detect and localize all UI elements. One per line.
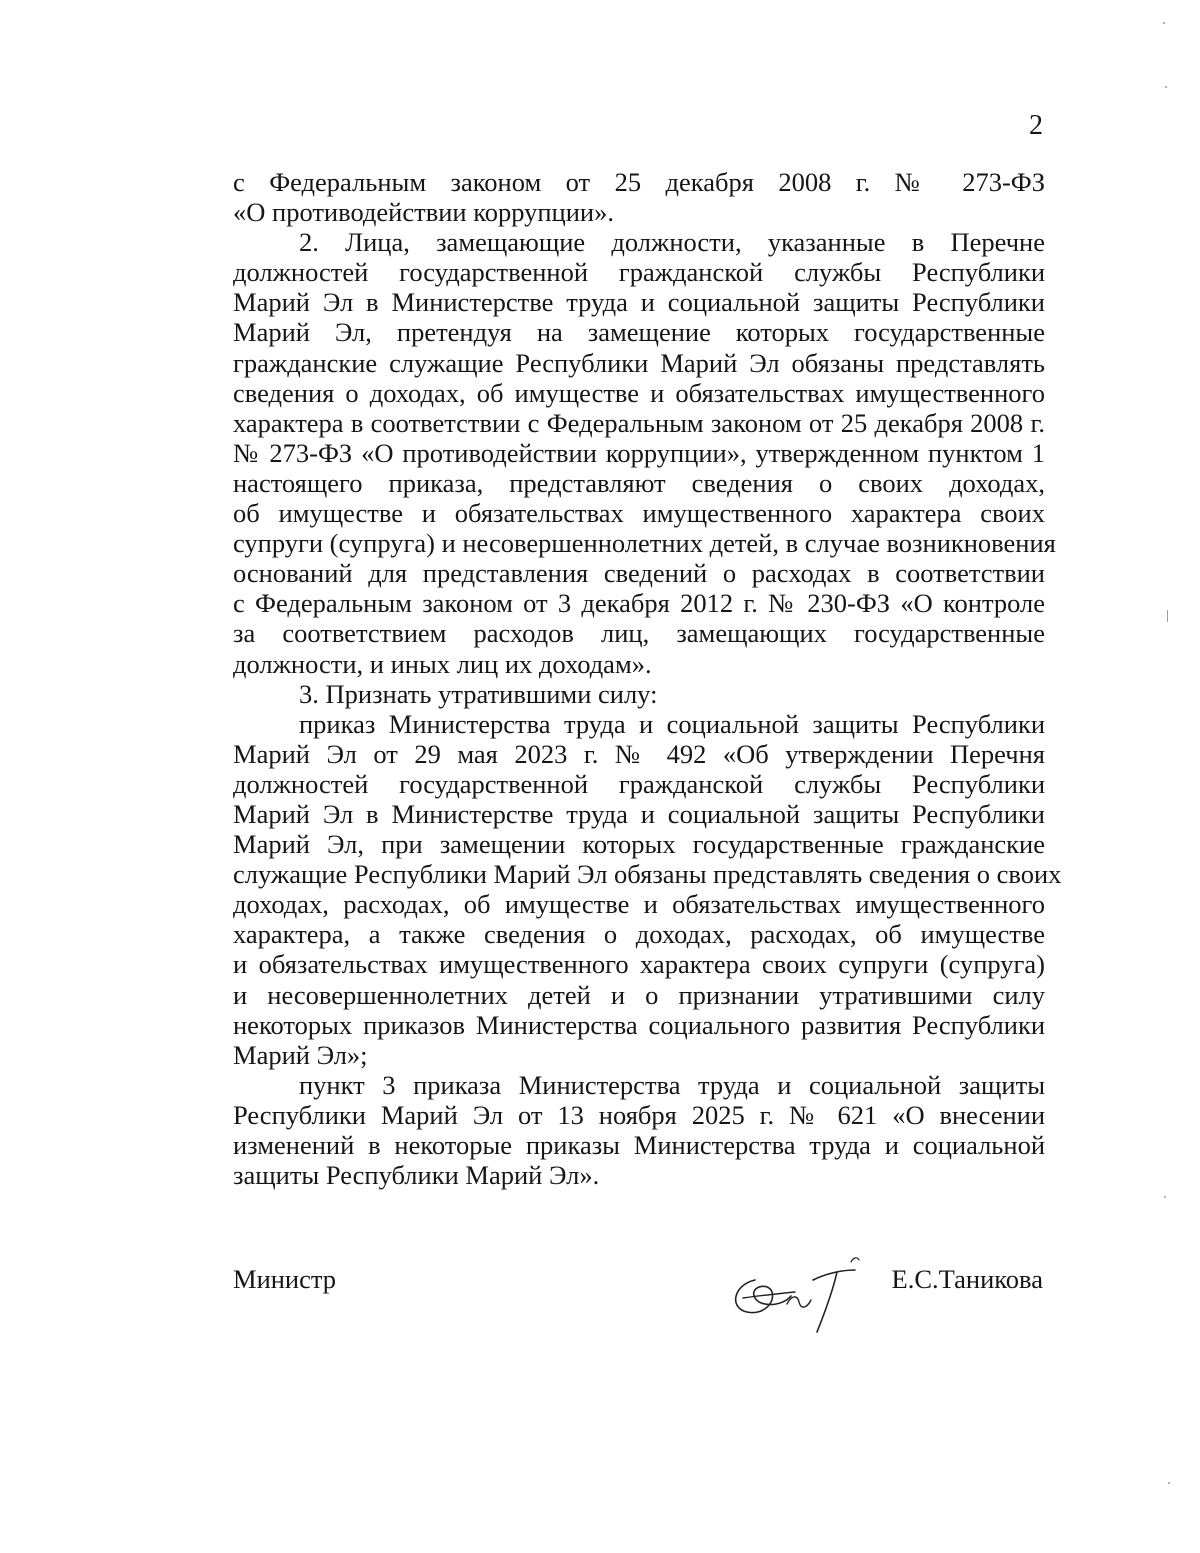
text-line: Марий Эл, при замещении которых государственные гражданские bbox=[233, 829, 1045, 860]
text-line: должностей государственной гражданской службы Республики bbox=[233, 768, 1045, 799]
signer-position: Министр bbox=[233, 1264, 337, 1294]
text-line: Марий Эл от 29 мая 2023 г. № 492 «Об утверждении Перечня bbox=[233, 738, 1045, 769]
text-line: защиты Республики Марий Эл». bbox=[233, 1160, 600, 1191]
paragraph bbox=[233, 708, 1062, 1070]
document-body bbox=[233, 167, 1062, 1191]
text-line: некоторых приказов Министерства социального развития Республики bbox=[233, 1009, 1045, 1040]
text-line: об имуществе и обязательствах имущественного характера своих bbox=[233, 498, 1045, 529]
text-line: Марий Эл»; bbox=[233, 1039, 368, 1070]
text-line: и несовершеннолетних детей и о признании утратившими силу bbox=[233, 979, 1045, 1010]
text-line: должности, и иных лиц их доходам». bbox=[233, 648, 652, 679]
text-line: и обязательствах имущественного характера своих супруги (супруга) bbox=[233, 949, 1045, 980]
page-number: 2 bbox=[1029, 110, 1043, 141]
text-line: характера в соответствии с Федеральным законом от 25 декабря 2008 г. bbox=[233, 407, 1045, 438]
paragraph bbox=[233, 1070, 1045, 1190]
text-line: оснований для представления сведений о расходах в соответствии bbox=[233, 558, 1045, 589]
text-line: Марий Эл, претендуя на замещение которых государственные bbox=[233, 317, 1045, 348]
text-line: с Федеральным законом от 3 декабря 2012 г. № 230-ФЗ «О контроле bbox=[233, 588, 1045, 619]
scan-speck bbox=[1167, 610, 1168, 622]
scan-speck bbox=[1163, 22, 1165, 24]
text-line: приказ Министерства труда и социальной защиты Республики bbox=[299, 708, 1045, 739]
text-line: Марий Эл в Министерстве труда и социальной защиты Республики bbox=[233, 798, 1045, 829]
scan-speck bbox=[1168, 1482, 1170, 1484]
paragraph bbox=[233, 679, 1045, 709]
text-line: № 273-ФЗ «О противодействии коррупции», утвержденном пунктом 1 bbox=[233, 437, 1045, 468]
text-line: должностей государственной гражданской службы Республики bbox=[233, 257, 1045, 288]
text-line: служащие Республики Марий Эл обязаны представлять сведения о своих bbox=[233, 859, 1062, 890]
scan-speck bbox=[1165, 86, 1167, 88]
text-line: гражданские служащие Республики Марий Эл обязаны представлять bbox=[233, 347, 1045, 378]
text-line: с Федеральным законом от 25 декабря 2008 г. № 273-ФЗ bbox=[233, 167, 1045, 197]
text-line: 2. Лица, замещающие должности, указанные в Перечне bbox=[299, 227, 1045, 258]
text-line: супруги (супруга) и несовершеннолетних детей, в случае возникновения bbox=[233, 528, 1056, 559]
signature-block bbox=[233, 1262, 1045, 1322]
handwritten-signature bbox=[725, 1240, 865, 1340]
paragraph bbox=[233, 167, 1045, 227]
text-line: «О противодействии коррупции». bbox=[233, 197, 614, 228]
text-line: настоящего приказа, представляют сведения о своих доходах, bbox=[233, 467, 1045, 498]
text-line: Республики Марий Эл от 13 ноября 2025 г. № 621 «О внесении bbox=[233, 1099, 1045, 1130]
paragraph bbox=[233, 227, 1056, 679]
text-line: за соответствием расходов лиц, замещающих государственные bbox=[233, 618, 1045, 649]
text-line: 3. Признать утратившими силу: bbox=[299, 678, 658, 709]
text-line: сведения о доходах, об имуществе и обязательствах имущественного bbox=[233, 377, 1045, 408]
signer-name: Е.С.Таникова bbox=[891, 1264, 1043, 1294]
text-line: доходах, расходах, об имуществе и обязательствах имущественного bbox=[233, 889, 1045, 920]
text-line: характера, а также сведения о доходах, расходах, об имуществе bbox=[233, 919, 1045, 950]
text-line: изменений в некоторые приказы Министерства труда и социальной bbox=[233, 1130, 1045, 1160]
scan-speck bbox=[1164, 1196, 1166, 1198]
text-line: Марий Эл в Министерстве труда и социальной защиты Республики bbox=[233, 287, 1045, 318]
text-line: пункт 3 приказа Министерства труда и социальной защиты bbox=[299, 1069, 1045, 1100]
